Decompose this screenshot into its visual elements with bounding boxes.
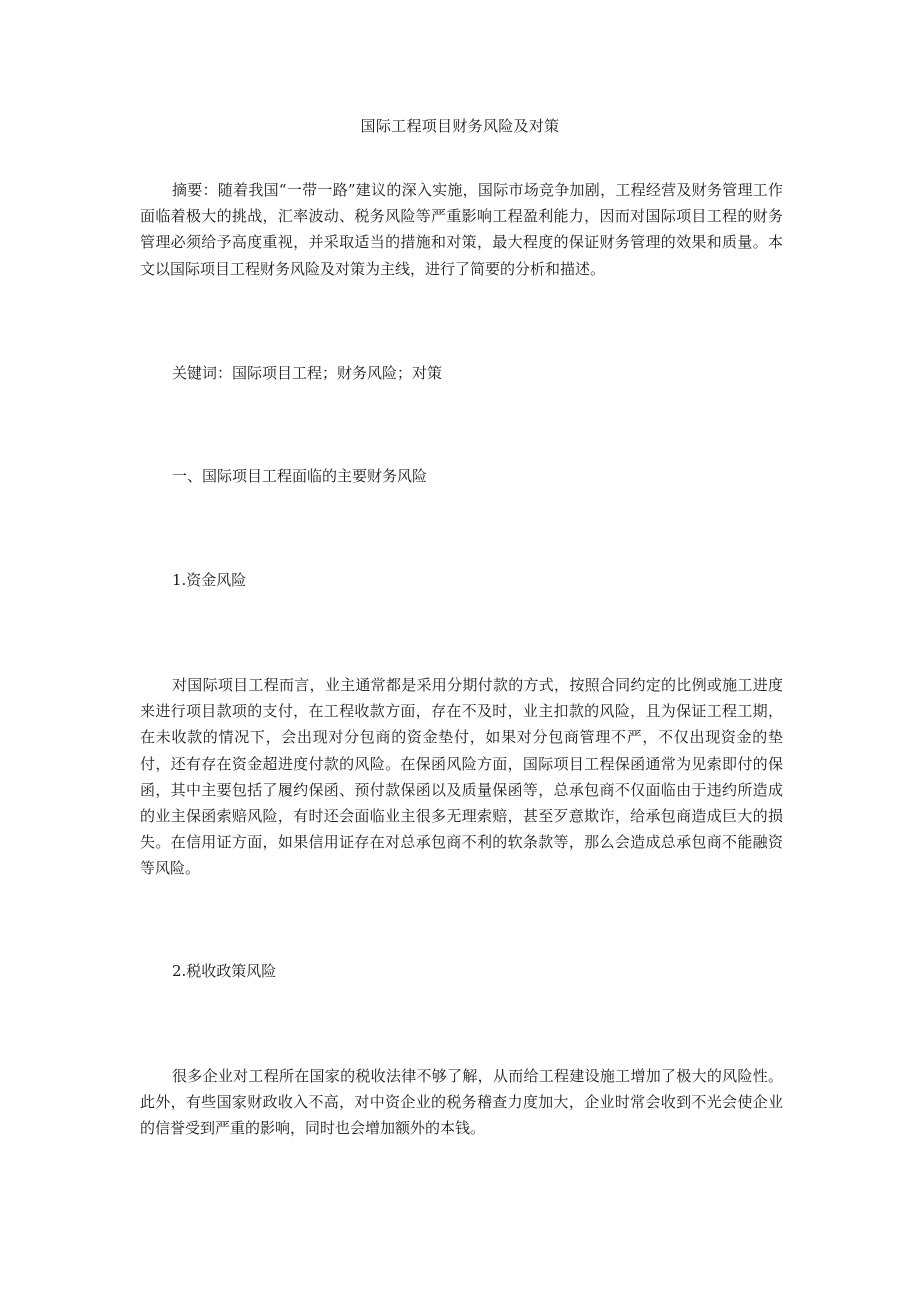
subsection-heading-tax-risk: 2.税收政策风险 [172,962,277,980]
keywords-paragraph: 关键词：国际项目工程；财务风险；对策 [172,364,443,382]
tax-risk-paragraph: 很多企业对工程所在国家的税收法律不够了解，从而给工程建设施工增加了极大的风险性。此外，有些国家财政收入不高，对中资企业的税务稽查力度加大，企业时常会收到不光会使企业的信誉受到严重的影响，同时也会增加额外的本钱。 [140,1067,783,1138]
subsection-heading-funds-risk: 1.资金风险 [172,571,247,589]
abstract-paragraph: 摘要：随着我国“一带一路”建议的深入实施，国际市场竞争加剧，工程经营及财务管理工作面临着极大的挑战，汇率波动、税务风险等严重影响工程盈利能力，因而对国际项目工程的财务管理必须给予高度重视，并采取适当的措施和对策，最大程度的保证财务管理的效果和质量。本文以国际项目工程财务风险及对策为主线，进行了简要的分析和描述。 [140,181,783,278]
section-heading: 一、国际项目工程面临的主要财务风险 [172,467,428,485]
document-title: 国际工程项目财务风险及对策 [360,117,560,135]
funds-risk-paragraph: 对国际项目工程而言，业主通常都是采用分期付款的方式，按照合同约定的比例或施工进度来进行项目款项的支付，在工程收款方面，存在不及时，业主扣款的风险，且为保证工程工期，在未收款的情况下，会出现对分包商的资金垫付，如果对分包商管理不严，不仅出现资金的垫付，还有存在资金超进度付款的风险。在保函风险方面，国际项目工程保函通常为见索即付的保函，其中主要包括了履约保函、预付款保函以及质量保函等，总承包商不仅面临由于违约所造成的业主保函索赔风险，有时还会面临业主很多无理索赔，甚至歹意欺诈，给承包商造成巨大的损失。在信用证方面，如果信用证存在对总承包商不利的软条款等，那么会造成总承包商不能融资等风险。 [140,676,783,878]
